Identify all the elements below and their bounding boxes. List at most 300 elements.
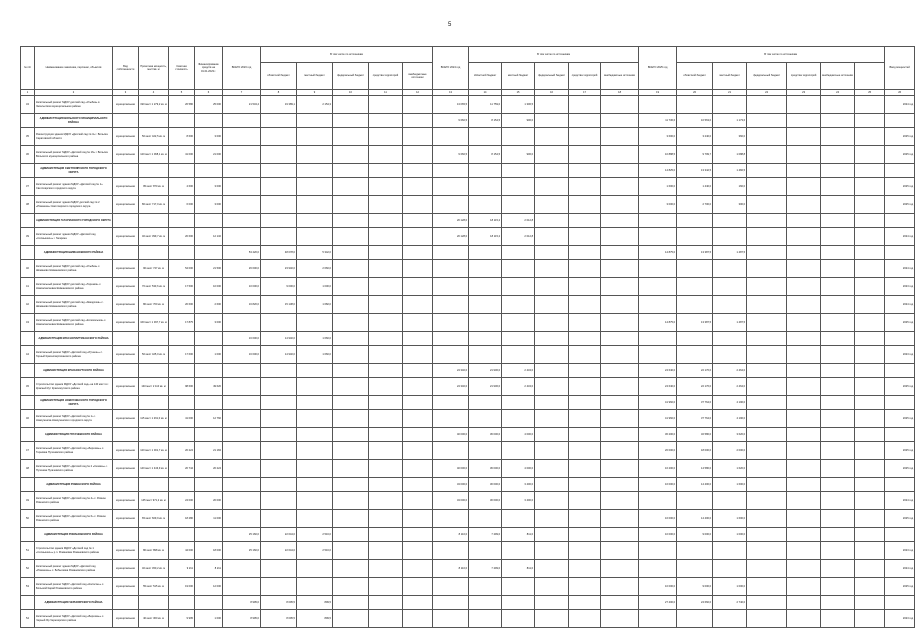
row-2023-local: 1 660,0 [297, 346, 333, 364]
row-number: 38 [21, 196, 35, 214]
table-row [21, 296, 915, 314]
section-row [21, 428, 915, 442]
table-row [21, 146, 915, 164]
row-2023-territory [369, 478, 403, 492]
row-financed [195, 396, 223, 410]
row-2025-local: 4 196,0 [713, 410, 747, 428]
row-2025-extrabudget [821, 278, 855, 296]
column-number: 15 [502, 90, 535, 96]
table-row [21, 260, 915, 278]
header-source: федеральный бюджет [333, 62, 369, 89]
row-name: Капитальный ремонт МДОУ «Детский сад № 16» г. Вольска Вольского муниципального района [35, 146, 113, 164]
table-body [21, 96, 915, 628]
row-2023-extrabudget [403, 246, 433, 260]
row-2025-territory [787, 146, 821, 164]
row-2023-local: 2 660,0 [297, 260, 333, 278]
column-number: 3 [113, 90, 139, 96]
row-year [885, 528, 915, 542]
row-total-2024 [433, 542, 469, 560]
row-2024-regional [469, 510, 502, 528]
row-capacity: 55 мест 515 кв. м [139, 578, 169, 596]
row-kind: муниципальная [113, 314, 139, 332]
row-capacity [139, 478, 169, 492]
row-total-2025: 11 736,6 [639, 114, 677, 128]
row-2023-regional: 8 095,5 [261, 610, 297, 628]
row-2023-territory [369, 114, 403, 128]
row-2025-territory [787, 246, 821, 260]
row-number [21, 364, 35, 378]
header-source: средства территорий [787, 62, 821, 89]
row-2025-blank [855, 428, 885, 442]
row-name: Строительство здания МДОУ «Детский сад» на 140 мест в г. Красный Кут Краснокутского района [35, 378, 113, 396]
section-row [21, 332, 915, 346]
row-kind: муниципальная [113, 96, 139, 114]
row-2025-blank [855, 196, 885, 214]
row-total-2023: 8 995,0 [223, 596, 261, 610]
row-total-2025 [639, 214, 677, 228]
row-2025-extrabudget [821, 542, 855, 560]
row-2023-territory [369, 346, 403, 364]
row-2023-regional [261, 478, 297, 492]
row-number: 34 [21, 96, 35, 114]
row-2025-territory [787, 346, 821, 364]
row-2023-federal [333, 560, 369, 578]
row-kind: муниципальная [113, 410, 139, 428]
row-2025-federal [747, 296, 787, 314]
row-cost: 26 580 [169, 96, 195, 114]
row-name: АДМИНИСТРАЦИЯ ВОЛЬСКОГО МУНИЦИПАЛЬНОГО РАЙОНА [35, 114, 113, 128]
row-cost [169, 364, 195, 378]
row-2025-territory [787, 164, 821, 178]
row-2024-extrabudget [601, 296, 639, 314]
row-kind: муниципальная [113, 146, 139, 164]
row-2023-extrabudget [403, 346, 433, 364]
row-2025-blank [855, 410, 885, 428]
row-2025-blank [855, 314, 885, 332]
row-name: Капитальный ремонт здания МДОУ «Детский сад «Ромашка»» с. Бобылевка Романовского района [35, 560, 113, 578]
row-2024-regional [469, 346, 502, 364]
row-2024-regional [469, 128, 502, 146]
row-2024-regional: 30 600,0 [469, 478, 502, 492]
row-2023-extrabudget [403, 332, 433, 346]
row-financed [195, 164, 223, 178]
row-2024-federal [535, 560, 569, 578]
section-row [21, 596, 915, 610]
row-2025-extrabudget [821, 410, 855, 428]
row-2025-territory [787, 178, 821, 196]
row-2025-federal [747, 478, 787, 492]
row-2023-local [297, 460, 333, 478]
row-2024-extrabudget [601, 428, 639, 442]
row-name: Капитальный ремонт МДОУ детский сад «Теремок» с. Новоалексеевка Шимановского района [35, 278, 113, 296]
row-2024-local [502, 164, 535, 178]
row-2024-federal [535, 196, 569, 214]
row-2025-territory [787, 214, 821, 228]
row-2023-territory [369, 246, 403, 260]
column-number: 1 [21, 90, 35, 96]
row-2024-extrabudget [601, 228, 639, 246]
row-2024-territory [569, 364, 601, 378]
column-number: 13 [433, 90, 469, 96]
row-total-2023 [223, 396, 261, 410]
row-2025-extrabudget [821, 314, 855, 332]
row-2024-federal [535, 178, 569, 196]
row-name: АДМИНИСТРАЦИЯ РОМАНОВСКОГО РАЙОНА [35, 528, 113, 542]
row-2023-territory [369, 278, 403, 296]
row-year [885, 478, 915, 492]
row-2024-regional [469, 196, 502, 214]
row-total-2023 [223, 578, 261, 596]
row-2023-federal [333, 332, 369, 346]
row-total-2025 [639, 228, 677, 246]
financing-table [20, 46, 915, 628]
row-2024-territory [569, 492, 601, 510]
row-2023-federal [333, 96, 369, 114]
row-kind [113, 164, 139, 178]
row-2023-regional [261, 410, 297, 428]
row-cost: 6 000 [169, 196, 195, 214]
row-capacity: 70 мест 533,6 кв. м [139, 278, 169, 296]
row-name: Капитальный ремонт здания МДОУ «Детский сад № 1» Светлоярского городского округа [35, 178, 113, 196]
row-cost: 17 500 [169, 278, 195, 296]
header-source: внебюджетные источники [601, 62, 639, 89]
row-2024-extrabudget [601, 346, 639, 364]
row-2024-extrabudget [601, 542, 639, 560]
row-financed [195, 364, 223, 378]
row-total-2023 [223, 178, 261, 196]
row-2024-local [502, 596, 535, 610]
row-year: 2025 год [885, 410, 915, 428]
row-2024-territory [569, 396, 601, 410]
row-2024-local [502, 410, 535, 428]
row-2023-local: 2 154,3 [297, 96, 333, 114]
row-total-2024 [433, 596, 469, 610]
row-year: 2024 год [885, 96, 915, 114]
row-2023-local [297, 492, 333, 510]
row-2025-extrabudget [821, 364, 855, 378]
row-2024-federal [535, 314, 569, 332]
row-2024-local [502, 128, 535, 146]
row-financed: 21 500 [195, 260, 223, 278]
row-number: 43 [21, 314, 35, 332]
row-kind: муниципальная [113, 542, 139, 560]
row-kind: муниципальная [113, 560, 139, 578]
row-capacity: 190 мест 1 279,2 кв. м [139, 96, 169, 114]
row-cost [169, 596, 195, 610]
header-source: федеральный бюджет [747, 62, 787, 89]
row-2023-territory [369, 610, 403, 628]
row-number: 36 [21, 146, 35, 164]
row-2023-extrabudget [403, 364, 433, 378]
row-cost [169, 164, 195, 178]
row-2025-territory [787, 296, 821, 314]
header-source: федеральный бюджет [535, 62, 569, 89]
row-2024-federal [535, 346, 569, 364]
row-2024-local: 4 000,0 [502, 460, 535, 478]
row-2023-regional: 19 389,1 [261, 96, 297, 114]
row-2024-territory [569, 214, 601, 228]
row-2025-local [713, 296, 747, 314]
row-2025-blank [855, 442, 885, 460]
row-capacity: 80 мест 898 кв. м [139, 542, 169, 560]
row-cost: 17 875 [169, 314, 195, 332]
row-2025-federal [747, 510, 787, 528]
row-2023-federal [333, 146, 369, 164]
row-2024-extrabudget [601, 246, 639, 260]
row-2024-extrabudget [601, 332, 639, 346]
row-2023-territory [369, 560, 403, 578]
row-2023-territory [369, 492, 403, 510]
row-2024-territory [569, 596, 601, 610]
row-2024-local: 2 434,0 [502, 364, 535, 378]
row-total-2023: 25 160,0 [223, 542, 261, 560]
row-2024-extrabudget [601, 596, 639, 610]
row-cost: 4 600 [169, 178, 195, 196]
row-2025-federal [747, 278, 787, 296]
row-2023-extrabudget [403, 510, 433, 528]
row-2025-local [713, 96, 747, 114]
row-2023-regional [261, 428, 297, 442]
row-2025-territory [787, 460, 821, 478]
row-2025-local: 2 464,0 [713, 378, 747, 396]
row-2025-local [713, 278, 747, 296]
table-row [21, 460, 915, 478]
row-2025-extrabudget [821, 164, 855, 178]
column-number: 10 [333, 90, 369, 96]
row-2024-local [502, 442, 535, 460]
row-2024-extrabudget [601, 492, 639, 510]
column-number: 8 [261, 90, 297, 96]
row-2025-territory [787, 378, 821, 396]
row-year: 2024 год [885, 260, 915, 278]
row-2023-territory [369, 178, 403, 196]
row-year: 2023 год [885, 346, 915, 364]
row-2025-federal [747, 214, 787, 228]
row-cost: 20 224 [169, 442, 195, 460]
row-2024-local [502, 196, 535, 214]
row-2025-territory [787, 410, 821, 428]
row-financed [195, 428, 223, 442]
row-name: АДМИНИСТРАЦИЯ РОВЕНСКОГО РАЙОНА [35, 478, 113, 492]
row-2024-federal [535, 410, 569, 428]
row-kind [113, 332, 139, 346]
row-total-2024: 34 000,0 [433, 478, 469, 492]
row-2025-blank [855, 96, 885, 114]
column-number: 21 [713, 90, 747, 96]
row-2024-federal [535, 428, 569, 442]
row-total-2024 [433, 164, 469, 178]
row-2025-local: 360,0 [713, 128, 747, 146]
row-total-2025: 1 600,0 [639, 178, 677, 196]
row-2025-local [713, 610, 747, 628]
row-total-2025 [639, 610, 677, 628]
row-2025-regional: 14 580,0 [677, 460, 713, 478]
row-2023-extrabudget [403, 610, 433, 628]
row-2024-extrabudget [601, 560, 639, 578]
header-source: местный бюджет [297, 62, 333, 89]
row-2024-extrabudget [601, 378, 639, 396]
row-cost: 20 744 [169, 460, 195, 478]
table-row [21, 560, 915, 578]
row-2025-regional [677, 492, 713, 510]
row-total-2023: 10 000,0 [223, 278, 261, 296]
row-2025-blank [855, 478, 885, 492]
row-2023-local [297, 128, 333, 146]
row-2025-local: 1 620,0 [713, 460, 747, 478]
row-2024-territory [569, 196, 601, 214]
row-number: 53 [21, 578, 35, 596]
header-group-2024: В том числе по источникам [469, 47, 639, 63]
row-2025-local: 1 600,0 [713, 478, 747, 492]
header-total-2024: ВСЕГО 2024 год [433, 47, 469, 90]
row-2023-local [297, 364, 333, 378]
row-year: 2025 год [885, 314, 915, 332]
row-financed: 3 000 [195, 196, 223, 214]
row-total-2023 [223, 410, 261, 428]
row-2025-regional: 14 400,0 [677, 510, 713, 528]
row-2023-federal [333, 460, 369, 478]
row-total-2023: 21 543,4 [223, 96, 261, 114]
row-2025-extrabudget [821, 478, 855, 492]
row-financed: 12 132 [195, 228, 223, 246]
row-cost: 17 600 [169, 346, 195, 364]
row-cost [169, 332, 195, 346]
row-total-2023 [223, 364, 261, 378]
column-number: 19 [639, 90, 677, 96]
table-row [21, 196, 915, 214]
row-2025-federal [747, 314, 787, 332]
row-2024-regional [469, 296, 502, 314]
row-2023-territory [369, 510, 403, 528]
row-2024-federal [535, 364, 569, 378]
row-name: Капитальный ремонт здания МДОУ «Детский сад «Солнышко»» г. Гагарина [35, 228, 113, 246]
section-row [21, 164, 915, 178]
header-source: местный бюджет [502, 62, 535, 89]
header-source: местный бюджет [713, 62, 747, 89]
column-number: 14 [469, 90, 502, 96]
row-2025-blank [855, 146, 885, 164]
row-2023-territory [369, 364, 403, 378]
row-2024-territory [569, 578, 601, 596]
row-total-2025: 16 000,0 [639, 478, 677, 492]
header-group-2023: В том числе по источникам [261, 47, 433, 63]
row-2023-local: 2 516,0 [297, 542, 333, 560]
row-total-2025 [639, 96, 677, 114]
row-2023-territory [369, 260, 403, 278]
row-number [21, 596, 35, 610]
table-row [21, 96, 915, 114]
row-2025-extrabudget [821, 178, 855, 196]
row-2024-regional [469, 178, 502, 196]
row-year: 2025 год [885, 178, 915, 196]
row-financed [195, 214, 223, 228]
row-2023-local [297, 178, 333, 196]
row-2025-blank [855, 378, 885, 396]
row-kind: муниципальная [113, 178, 139, 196]
row-financed: 20 224 [195, 460, 223, 478]
row-financed: 49 620 [195, 378, 223, 396]
row-2024-federal [535, 114, 569, 128]
table-row [21, 346, 915, 364]
row-year: 2025 год [885, 460, 915, 478]
row-2023-local [297, 378, 333, 396]
row-2023-federal [333, 578, 369, 596]
row-2025-extrabudget [821, 578, 855, 596]
row-cost: 20 600 [169, 296, 195, 314]
row-2025-regional [677, 260, 713, 278]
row-2025-blank [855, 528, 885, 542]
row-2025-federal [747, 378, 787, 396]
row-2023-federal [333, 510, 369, 528]
table-row [21, 410, 915, 428]
row-2024-federal [535, 278, 569, 296]
row-2025-extrabudget [821, 114, 855, 128]
table-row [21, 610, 915, 628]
row-2023-local: 1 660,0 [297, 332, 333, 346]
row-2023-federal [333, 364, 369, 378]
row-2024-territory [569, 410, 601, 428]
row-capacity: 80 мест 700 кв. м [139, 296, 169, 314]
row-cost [169, 428, 195, 442]
row-2024-federal [535, 96, 569, 114]
row-2024-federal [535, 528, 569, 542]
row-name: Капитальный ремонт здания МДОУ детский сад № 2 «Ромашка» Светлоярского городского округа [35, 196, 113, 214]
row-2025-local: 1 000,0 [713, 578, 747, 596]
row-2023-territory [369, 214, 403, 228]
row-2023-regional [261, 196, 297, 214]
column-number: 9 [297, 90, 333, 96]
row-name: Капитальный ремонт МДОУ «Детский сад «Березка»» с. Черный Яр Черноярского района [35, 610, 113, 628]
row-total-2025: 14 825,0 [639, 164, 677, 178]
row-financed: 12 760 [195, 410, 223, 428]
row-2024-territory [569, 260, 601, 278]
row-2025-federal [747, 146, 787, 164]
header-capacity: Проектная мощность, мест/кв. м [139, 47, 169, 90]
table-row [21, 228, 915, 246]
row-2024-territory [569, 442, 601, 460]
row-2023-local [297, 410, 333, 428]
row-cost: 54 000 [169, 260, 195, 278]
row-kind [113, 246, 139, 260]
row-2024-extrabudget [601, 528, 639, 542]
row-capacity: 160 мест 1 397,7 кв. м [139, 314, 169, 332]
row-total-2024: 9 060,5 [433, 114, 469, 128]
row-2023-regional [261, 510, 297, 528]
row-2024-local: 906,0 [502, 146, 535, 164]
row-cost [169, 114, 195, 128]
row-total-2023 [223, 314, 261, 332]
row-2023-regional [261, 396, 297, 410]
row-total-2024: 8 110,0 [433, 560, 469, 578]
row-2023-extrabudget [403, 296, 433, 314]
row-2024-regional [469, 442, 502, 460]
row-2025-extrabudget [821, 96, 855, 114]
table-row [21, 278, 915, 296]
section-row [21, 396, 915, 410]
row-2023-regional [261, 578, 297, 596]
row-total-2025: 16 200,0 [639, 460, 677, 478]
row-number: 41 [21, 278, 35, 296]
row-2025-federal [747, 442, 787, 460]
row-2023-territory [369, 296, 403, 314]
row-2023-extrabudget [403, 442, 433, 460]
row-2024-federal [535, 596, 569, 610]
row-number: 44 [21, 346, 35, 364]
row-2025-local: 2 740,0 [713, 596, 747, 610]
row-2023-local [297, 510, 333, 528]
row-2025-blank [855, 332, 885, 346]
row-2023-local [297, 196, 333, 214]
